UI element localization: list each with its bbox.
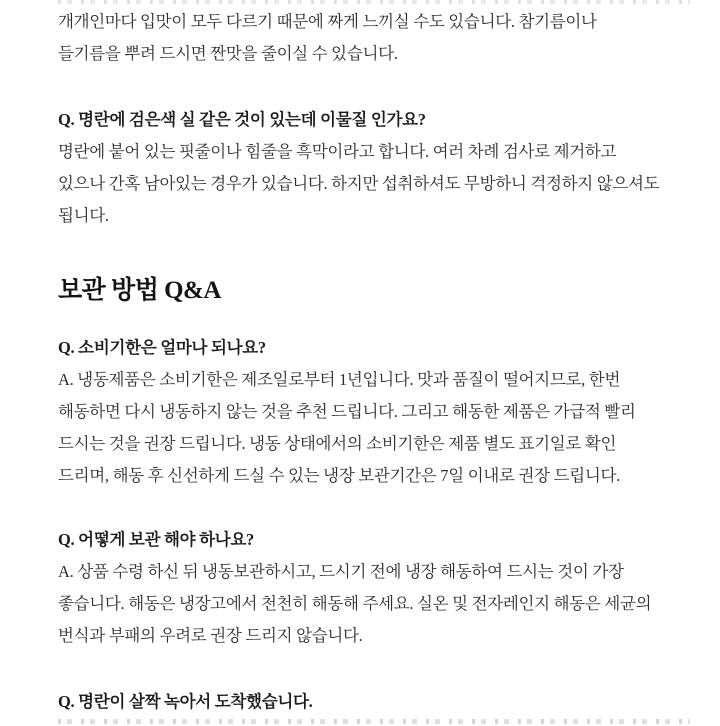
answer-how-to-store-line: 좋습니다. 해동은 냉장고에서 천천히 해동해 주세요. 실온 및 전자레인지 해동은 세균의: [58, 594, 652, 613]
question-foreign-matter: Q. 명란에 검은색 실 같은 것이 있는데 이물질 인가요?: [58, 110, 426, 129]
question-shelf-life: Q. 소비기한은 얼마나 되나요?: [58, 338, 266, 357]
answer-how-to-store-line: 번식과 부패의 우려로 권장 드리지 않습니다.: [58, 626, 363, 645]
answer-foreign-matter-line: 명란에 붙어 있는 핏줄이나 힘줄을 흑막이라고 합니다. 여러 차례 검사로 제거하고: [58, 142, 617, 161]
answer-shelf-life-line: 해동하면 다시 냉동하지 않는 것을 추천 드립니다. 그리고 해동한 제품은 가급적 빨리: [58, 402, 636, 421]
answer-foreign-matter-line: 됩니다.: [58, 206, 109, 225]
question-thawed-arrival: Q. 명란이 살짝 녹아서 도착했습니다.: [58, 692, 313, 711]
question-how-to-store: Q. 어떻게 보관 해야 하나요?: [58, 530, 254, 549]
answer-how-to-store-line: A. 상품 수령 하신 뒤 냉동보관하시고, 드시기 전에 냉장 해동하여 드시는 것이 가장: [58, 562, 624, 581]
answer-foreign-matter-line: 있으나 간혹 남아있는 경우가 있습니다. 하지만 섭취하셔도 무방하니 걱정하지 않으셔도: [58, 174, 660, 193]
clipped-text-line-bottom: [58, 719, 690, 724]
clipped-text-line-top: [58, 0, 690, 4]
storage-section-heading: 보관 방법 Q&A: [58, 277, 221, 304]
answer-shelf-life-line: 드시는 것을 권장 드립니다. 냉동 상태에서의 소비기한은 제품 별도 표기일로 확인: [58, 434, 617, 453]
answer-shelf-life-line: A. 냉동제품은 소비기한은 제조일로부터 1년입니다. 맛과 품질이 떨어지므로, 한번: [58, 370, 621, 389]
intro-continuation-line: 개개인마다 입맛이 모두 다르기 때문에 짜게 느끼실 수도 있습니다. 참기름이나: [58, 12, 597, 31]
intro-continuation-line: 들기름을 뿌려 드시면 짠맛을 줄이실 수 있습니다.: [58, 44, 398, 63]
answer-shelf-life-line: 드리며, 해동 후 신선하게 드실 수 있는 냉장 보관기간은 7일 이내로 권장 드립니다.: [58, 466, 620, 485]
